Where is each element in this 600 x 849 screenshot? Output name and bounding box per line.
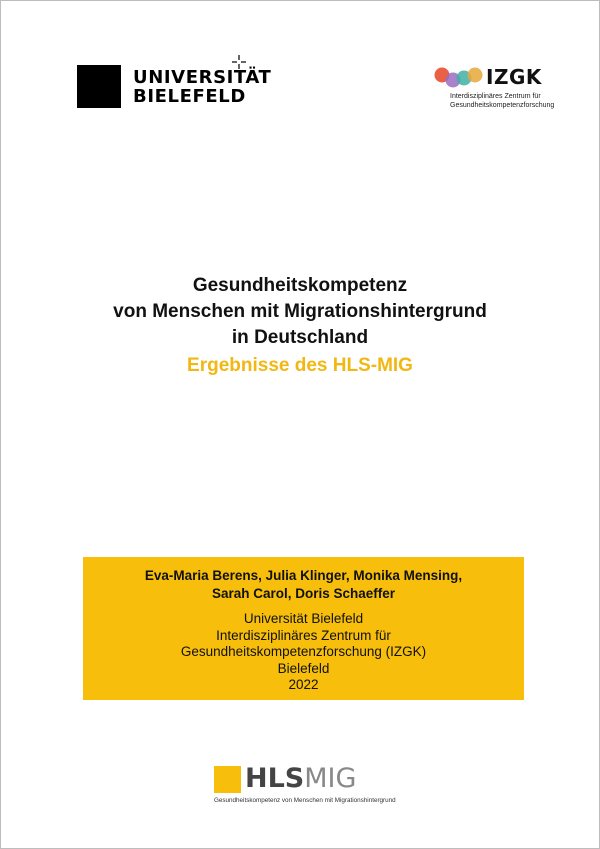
affiliation-line1: Universität Bielefeld xyxy=(243,611,364,626)
document-subtitle: Ergebnisse des HLS-MIG xyxy=(187,355,413,376)
university-bielefeld-logo xyxy=(77,61,272,111)
affiliation xyxy=(83,611,524,694)
authors-affiliation-box xyxy=(83,557,524,700)
publication-city: Bielefeld xyxy=(277,660,330,676)
university-name-line2: BIELEFELD xyxy=(133,86,246,107)
university-name-line1: UNIVERSITÄT xyxy=(133,67,272,88)
hls-square-icon xyxy=(214,766,241,793)
university-logo-block-icon xyxy=(77,65,121,108)
affiliation-line2: Interdisziplinäres Zentrum für xyxy=(216,627,391,643)
publication-year: 2022 xyxy=(288,677,319,692)
title-line3: in Deutschland xyxy=(231,327,369,348)
title-line1: Gesundheitskompetenz xyxy=(192,275,408,296)
izgk-logo xyxy=(433,65,563,115)
hls-mig-wordmark xyxy=(245,762,356,796)
authors-line2: Sarah Carol, Doris Schaeffer xyxy=(211,586,396,601)
hls-mig-tagline: Gesundheitskompetenz von Menschen mit Migrationshintergrund xyxy=(214,797,396,804)
hls-wordmark-bold: HLS xyxy=(245,763,305,794)
izgk-subtitle-line1: Interdisziplinäres Zentrum für xyxy=(450,93,541,100)
hls-mig-logo xyxy=(214,763,404,811)
izgk-subtitle xyxy=(450,92,554,110)
authors-line1: Eva-Maria Berens, Julia Klinger, Monika Mensing, xyxy=(144,568,463,583)
affiliation-line3: Gesundheitskompetenzforschung (IZGK) xyxy=(180,644,427,659)
izgk-subtitle-line2: Gesundheitskompetenzforschung xyxy=(450,102,555,109)
izgk-name: IZGK xyxy=(486,65,542,89)
izgk-circles-icon xyxy=(433,67,483,89)
mig-wordmark-light: MIG xyxy=(304,763,357,794)
authors xyxy=(83,567,524,603)
title-line2: von Menschen mit Migrationshintergrund xyxy=(113,301,487,322)
document-title xyxy=(1,273,599,379)
